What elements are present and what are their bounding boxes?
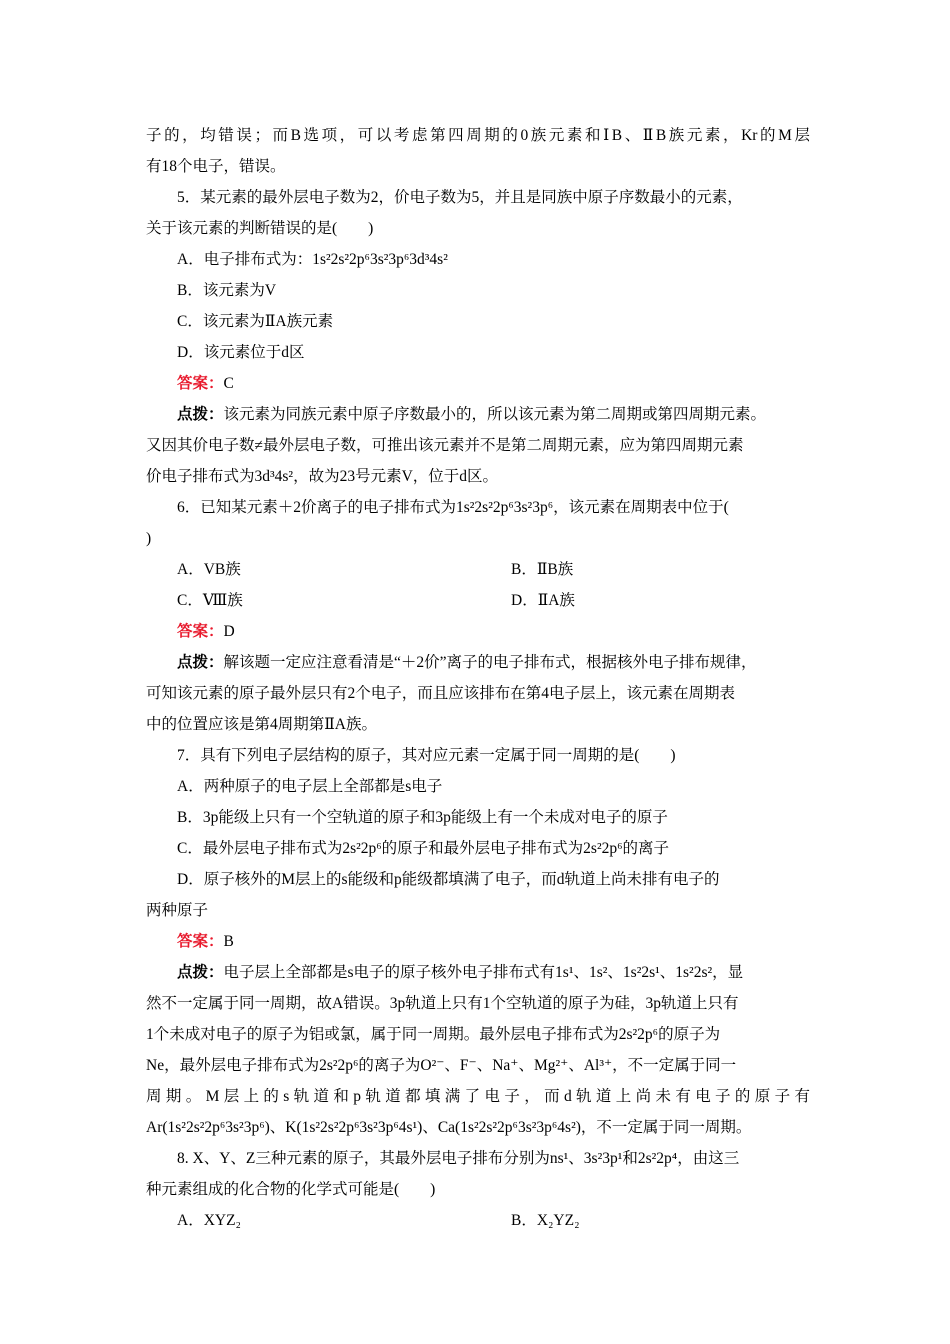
tip-label: 点拨：: [177, 964, 224, 981]
question-6-stem: ): [146, 530, 152, 547]
tip-text: 该元素为同族元素中原子序数最小的，所以该元素为第二周期或第四周期元素。: [223, 406, 767, 423]
option-b: B．3p能级上只有一个空轨道的原子和3p能级上有一个未成对电子的原子: [177, 809, 668, 826]
tip-text: 中的位置应该是第4周期第ⅡA族。: [146, 716, 377, 733]
option-d: 两种原子: [146, 902, 209, 919]
option-d: D．ⅡA族: [511, 592, 575, 609]
option-d: D．原子核外的M层上的s能级和p能级都填满了电子，而d轨道上尚未排有电子的: [177, 871, 720, 888]
tip-text: 又因其价电子数≠最外层电子数，可推出该元素并不是第二周期元素，应为第四周期元素: [146, 437, 744, 454]
answer-line: [177, 932, 234, 952]
option-c: C．该元素为ⅡA族元素: [177, 313, 334, 330]
question-8-stem: 8. X、Y、Z三种元素的原子，其最外层电子排布分别为ns¹、3s²3p¹和2s²2p⁴，由这三: [177, 1150, 740, 1167]
text-line: 子的，均错误；而B选项，可以考虑第四周期的0族元素和ⅠB、ⅡB族元素，Kr的M层: [146, 127, 810, 144]
option-d: D．该元素位于d区: [177, 344, 305, 361]
answer-value: D: [223, 623, 235, 640]
answer-line: [177, 374, 234, 394]
question-6-stem: 6．已知某元素＋2价离子的电子排布式为1s²2s²2p⁶3s²3p⁶，该元素在周期表中位于(: [177, 499, 729, 516]
question-5-stem: 5．某元素的最外层电子数为2，价电子数为5，并且是同族中原子序数最小的元素，: [177, 189, 743, 206]
tip-label: 点拨：: [177, 654, 224, 671]
option-a: A．两种原子的电子层上全部都是s电子: [177, 778, 443, 795]
option-a: A．电子排布式为：1s²2s²2p⁶3s²3p⁶3d³4s²: [177, 251, 448, 268]
answer-label: 答案：: [177, 623, 224, 640]
option-a: A．XYZ₂: [177, 1212, 241, 1229]
question-7-stem: 7．具有下列电子层结构的原子，其对应元素一定属于同一周期的是( ): [177, 747, 676, 764]
tip-text: Ne，最外层电子排布式为2s²2p⁶的离子为O²⁻、F⁻、Na⁺、Mg²⁺、Al³⁺，不一定属于同一: [146, 1057, 737, 1074]
text-line: 有18个电子，错误。: [146, 158, 286, 175]
answer-value: C: [223, 375, 234, 392]
tip-text: 价电子排布式为3d³4s²，故为23号元素V，位于d区。: [146, 468, 499, 485]
answer-label: 答案：: [177, 375, 224, 392]
answer-line: [177, 622, 235, 642]
answer-value: B: [223, 933, 234, 950]
tip-label: 点拨：: [177, 406, 224, 423]
option-c: C．最外层电子排布式为2s²2p⁶的原子和最外层电子排布式为2s²2p⁶的离子: [177, 840, 670, 857]
tip-line: [177, 653, 757, 673]
answer-label: 答案：: [177, 933, 224, 950]
tip-line: [177, 405, 766, 425]
option-a: A．VB族: [177, 561, 241, 578]
tip-text: 解该题一定应注意看清是“＋2价”离子的电子排布式，根据核外电子排布规律，: [223, 654, 757, 671]
question-8-stem: 种元素组成的化合物的化学式可能是( ): [146, 1181, 436, 1198]
tip-text: Ar(1s²2s²2p⁶3s²3p⁶)、K(1s²2s²2p⁶3s²3p⁶4s¹)、Ca(1s²2s²2p⁶3s²3p⁶4s²)，不一定属于同一周期。: [146, 1119, 752, 1136]
tip-text: 可知该元素的原子最外层只有2个电子，而且应该排布在第4电子层上，该元素在周期表: [146, 685, 736, 702]
tip-line: [177, 963, 743, 983]
option-b: B．ⅡB族: [511, 561, 574, 578]
question-5-stem: 关于该元素的判断错误的是( ): [146, 220, 374, 237]
tip-text: 周期。M层上的s轨道和p轨道都填满了电子，而d轨道上尚未有电子的原子有: [146, 1088, 810, 1105]
option-c: C．Ⅷ族: [177, 592, 243, 609]
option-b: B．X₂YZ₂: [511, 1212, 580, 1229]
tip-text: 电子层上全部都是s电子的原子核外电子排布式有1s¹、1s²、1s²2s¹、1s²2s²，显: [223, 964, 744, 981]
tip-text: 然不一定属于同一周期，故A错误。3p轨道上只有1个空轨道的原子为硅，3p轨道上只有: [146, 995, 739, 1012]
tip-text: 1个未成对电子的原子为铝或氯，属于同一周期。最外层电子排布式为2s²2p⁶的原子为: [146, 1026, 721, 1043]
option-b: B．该元素为V: [177, 282, 277, 299]
